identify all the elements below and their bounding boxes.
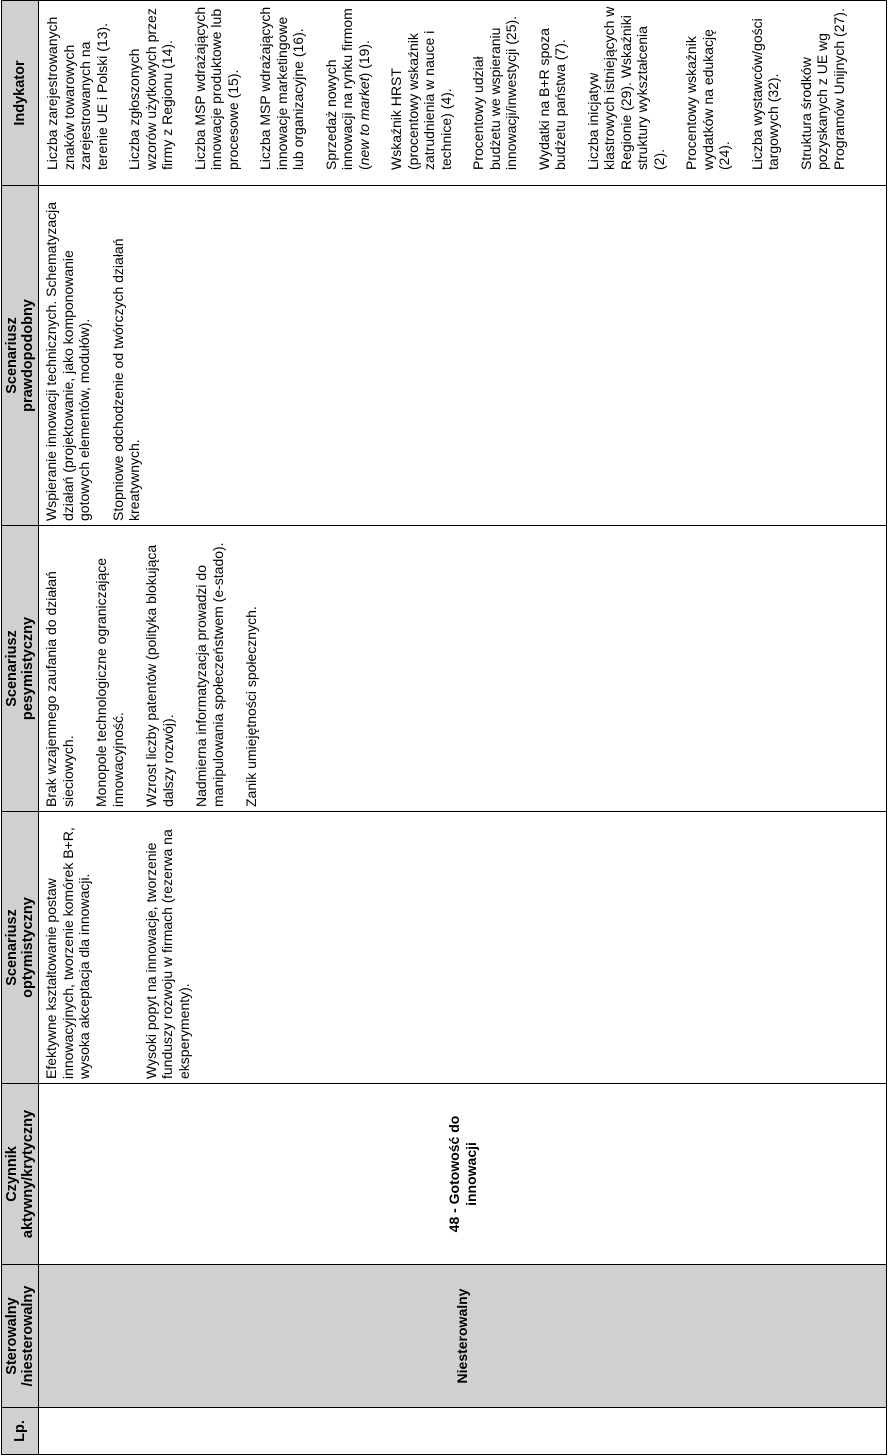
indykator-item: Liczba zarejestrowanych znaków towarowych zarejestrowanych na terenie UE i Polski (13).: [44, 16, 110, 170]
pesymistyczny-item: Brak wzajemnego zaufania do działań sieciowych.: [43, 571, 76, 807]
cell-sterowalny: Niesterowalny: [39, 1265, 887, 1408]
header-czynnik: Czynnik aktywny/krytyczny: [2, 1084, 39, 1265]
indykator-item: Wskaźnik HRST (procentowy wskaźnik zatrudnienia w nauce i technice) (4).: [388, 30, 454, 170]
header-lp: Lp.: [2, 1408, 39, 1455]
table-row: [39, 1, 887, 1455]
pesymistyczny-item: Monopole technologiczne ograniczające innowacyjność.: [93, 557, 126, 807]
indykator-item: Struktura środków pozyskanych z UE wg Programów Unijnych (27).: [797, 8, 847, 170]
optymistyczny-item: Wysoki popyt na innowacje, tworzenie funduszy rozwoju w firmach (rezerwa na eksperymenty).: [142, 829, 192, 1079]
indykator-item: Liczba inicjatyw klastrowych istniejących w Regionie (29). Wskaźniki struktury wykształcenia (2).: [584, 6, 667, 170]
pesymistyczny-item: Zanik umiejętności społecznych.: [243, 606, 259, 807]
cell-czynnik: 48 - Gotowość do innowacji: [39, 1084, 887, 1265]
indykator-item: Wydatki na B+R spoza budżetu państwa (7).: [535, 28, 568, 170]
header-optymistyczny: Scenariusz optymistyczny: [2, 812, 39, 1084]
cell-indykator: [39, 1, 887, 186]
optymistyczny-item: Efektywne kształtowanie postaw innowacyjnych, tworzenie komórek B+R, wysoka akceptacja dla innowacji.: [43, 827, 92, 1079]
cell-pesymistyczny: [39, 526, 887, 812]
prawdopodobny-item: Stopniowe odchodzenie od twórczych działań kreatywnych.: [109, 238, 142, 521]
indykator-item: Sprzedaż nowych innowacji na rynku firmom (new to market) (19).: [322, 8, 372, 170]
cell-prawdopodobny: [39, 186, 887, 526]
indykator-item: Liczba MSP wdrażających innowacje produktowe lub procesowe (15).: [191, 6, 241, 170]
cell-lp: [39, 1408, 887, 1455]
indykator-item: Liczba zgłoszonych wzorów użytkowych przez firmy z Regionu (14).: [126, 8, 175, 170]
header-indykator: Indykator: [2, 1, 39, 186]
header-prawdopodobny: Scenariusz prawdopodobny: [2, 186, 39, 526]
header-row: [2, 1, 39, 1455]
header-sterowalny: Sterowalny /niesterowalny: [2, 1265, 39, 1408]
indykator-item: Liczba wystawców/gości targowych (32).: [748, 18, 781, 170]
indykator-item: Liczba MSP wdrażających innowacje marketingowe lub organizacyjne (16).: [257, 6, 306, 170]
header-pesymistyczny: Scenariusz pesymistyczny: [2, 526, 39, 812]
pesymistyczny-item: Nadmierna informatyzacja prowadzi do manipulowania społeczeństwem (e-stado).: [193, 542, 226, 807]
pesymistyczny-item: Wzrost liczby patentów (polityka blokująca dalszy rozwój).: [143, 544, 176, 807]
cell-optymistyczny: [39, 812, 887, 1084]
indykator-item: Procentowy udział budżetu we wspieraniu innowacji/inwestycji (25).: [470, 15, 519, 170]
prawdopodobny-item: Wspieranie innowacji technicznych. Schematyzacja działań (projektowanie, jako komponowanie gotowych elementów, modułów).: [43, 201, 92, 521]
scenario-table: [1, 0, 887, 1455]
indykator-item: Procentowy wskaźnik wydatków na edukację (24).: [683, 29, 732, 170]
